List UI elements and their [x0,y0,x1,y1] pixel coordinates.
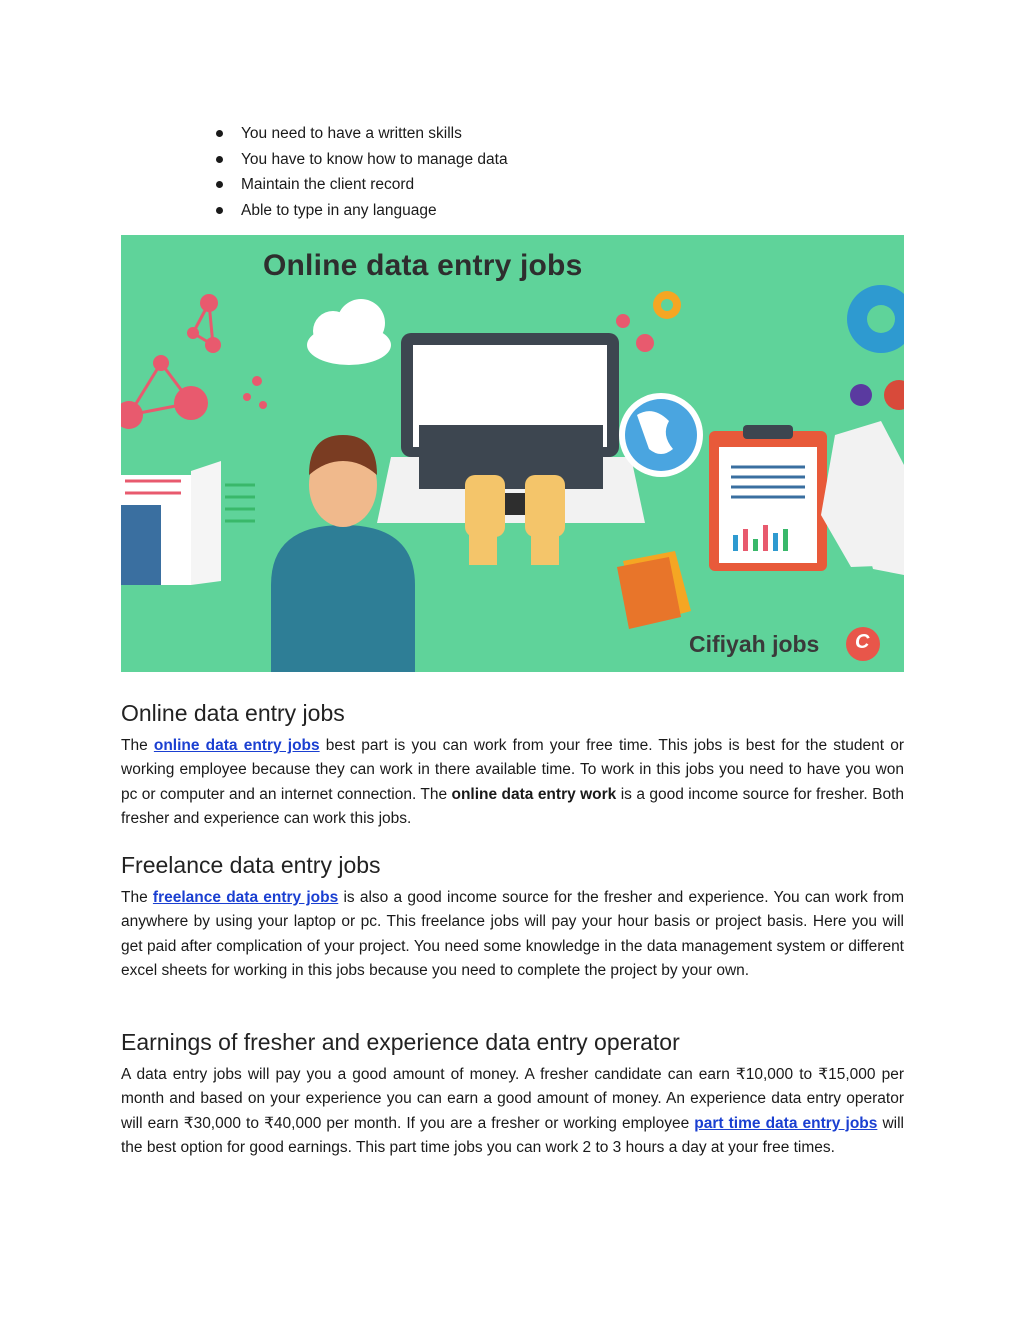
hero-title: Online data entry jobs [263,249,583,282]
clipboard-icon [709,425,827,571]
globe-icon [619,393,703,477]
section-freelance [121,850,904,983]
section-heading: Earnings of fresher and experience data entry operator [121,1029,680,1055]
section-paragraph: The freelance data entry jobs is also a good income source for the fresher and experience. You can work from anywhere by using your laptop or pc. This freelance jobs will pay your hour basis or project basis. Here you will get paid after complication of your project. You need some knowledge in the data management system or different excel sheets for working in this jobs because you need to complete the project by your own. [121,889,905,979]
section-paragraph: The online data entry jobs best part is you can work from your free time. This jobs is best for the student or working employee because they can work in there available time. To work in this jobs you need to have you won pc or computer and an internet connection. The online data entry work is a good income source for fresher. Both fresher and experience can work this jobs. [121,737,905,827]
list-item: Able to type in any language [216,198,508,224]
requirements-list [216,121,508,223]
section-heading: Freelance data entry jobs [121,852,381,878]
laptop-icon [377,333,645,523]
section-online [121,698,904,831]
brand-badge-letter: C [855,631,870,653]
hero-brand: Cifiyah jobs [689,631,820,657]
list-item: You need to have a written skills [216,121,508,147]
part-time-data-entry-link[interactable]: part time data entry jobs [694,1114,878,1132]
section-paragraph: A data entry jobs will pay you a good amount of money. A fresher candidate can earn ₹10,000 to ₹15,000 per month and based on your experience you can earn a good amount of money. An experience data entry operator will earn ₹30,000 to ₹40,000 per month. If you are a fresher or working employee part time data entry jobs will the best option for good earnings. This part time jobs you can work 2 to 3 hours a day at your free times. [121,1066,904,1156]
list-item: Maintain the client record [216,172,508,198]
hero-illustration [121,235,904,672]
online-data-entry-link[interactable]: online data entry jobs [153,737,320,754]
section-heading: Online data entry jobs [121,700,345,726]
section-earnings [121,1027,904,1160]
illustration-artwork [121,235,904,672]
freelance-data-entry-link[interactable]: freelance data entry jobs [152,889,339,906]
list-item: You have to know how to manage data [216,147,508,173]
